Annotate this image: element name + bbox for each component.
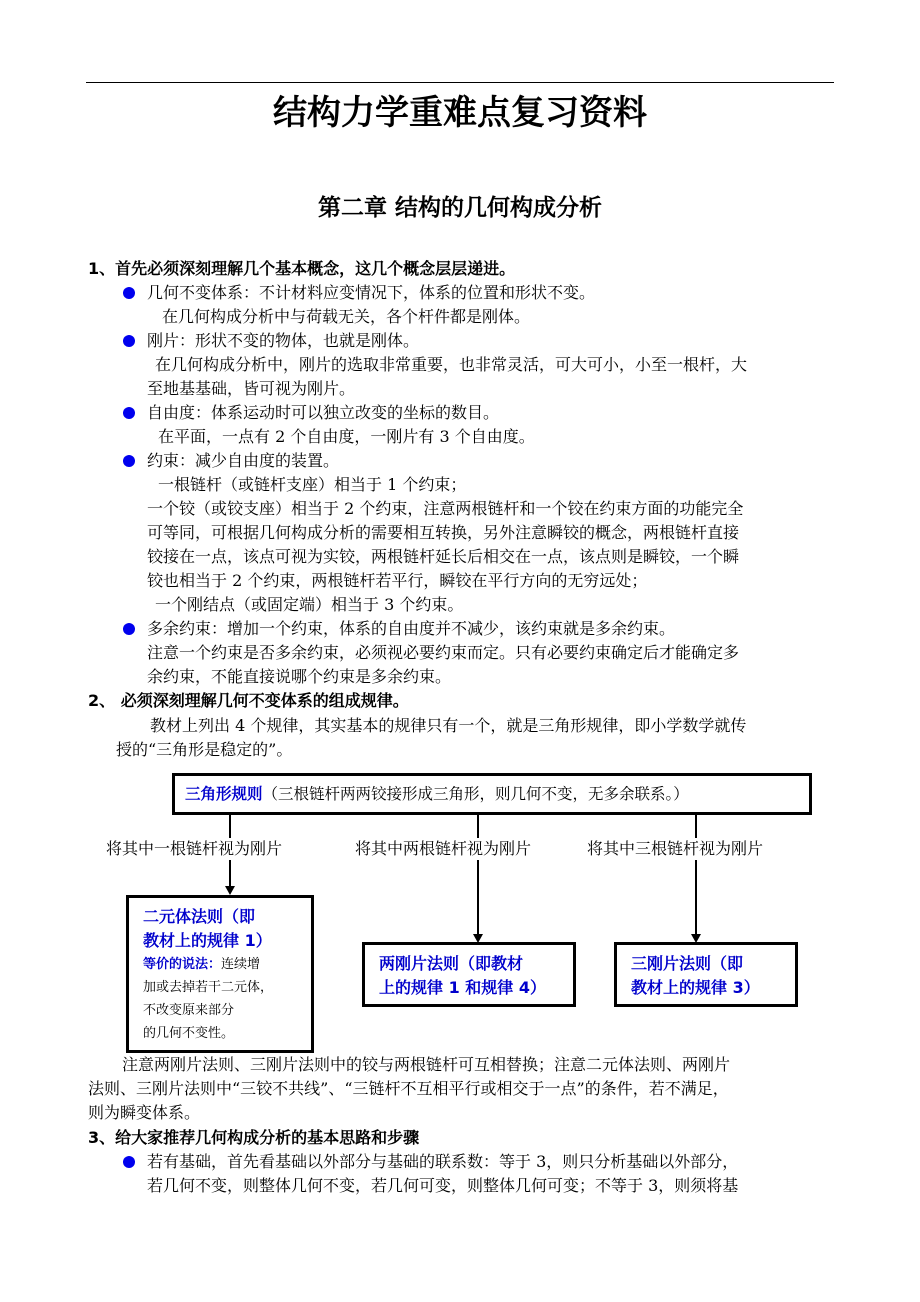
branch-label-two-links: 将其中两根链杆视为刚片 bbox=[355, 839, 532, 858]
concept-rigid-body-note: 在几何构成分析中，刚片的选取非常重要，也非常灵活，可大可小，小至一根杆，大 bbox=[155, 355, 748, 374]
concept-invariant-note: 在几何构成分析中与荷载无关，各个杆件都是刚体。 bbox=[162, 307, 531, 326]
binary-body-rule-title-cont: 教材上的规律 1） bbox=[143, 931, 272, 950]
bullet-icon bbox=[123, 623, 135, 635]
binary-body-rule-box bbox=[126, 895, 314, 1053]
equivalent-text: 连续增 bbox=[221, 957, 261, 972]
section2-paragraph: 教材上列出 4 个规律，其实基本的规律只有一个，就是三角形规律，即小学数学就传 bbox=[150, 716, 747, 735]
concept-invariant-system: 几何不变体系：不计材料应变情况下，体系的位置和形状不变。 bbox=[147, 283, 596, 302]
equivalent-text-cont3: 的几何不变性。 bbox=[143, 1026, 235, 1041]
concept-degrees-of-freedom: 自由度：体系运动时可以独立改变的坐标的数目。 bbox=[147, 403, 500, 422]
diagram-note-cont1: 法则、三刚片法则中“三铰不共线”、“三链杆不互相平行或相交于一点”的条件，若不满足， bbox=[88, 1079, 729, 1098]
binary-body-rule-title: 二元体法则（即 bbox=[143, 907, 256, 926]
bullet-icon bbox=[123, 287, 135, 299]
three-rigid-bodies-rule-title-cont: 教材上的规律 3） bbox=[631, 978, 760, 997]
concept-dof-note: 在平面，一点有 2 个自由度，一刚片有 3 个自由度。 bbox=[158, 427, 535, 446]
constraint-hinge-cont2: 铰接在一点，该点可视为实铰，两根链杆延长后相交在一点，该点则是瞬铰，一个瞬 bbox=[147, 547, 740, 566]
constraint-hinge-cont1: 可等同，可根据几何构成分析的需要相互转换，另外注意瞬铰的概念，两根链杆直接 bbox=[147, 523, 740, 542]
arrow-line bbox=[477, 815, 479, 935]
equivalent-label: 等价的说法： bbox=[143, 957, 222, 972]
triangle-rule-box bbox=[172, 773, 812, 815]
three-rigid-bodies-rule-box bbox=[614, 942, 798, 1007]
header-rule bbox=[86, 82, 834, 83]
chapter-heading: 第二章 结构的几何构成分析 bbox=[317, 195, 602, 221]
section3-heading: 3、给大家推荐几何构成分析的基本思路和步骤 bbox=[88, 1128, 420, 1147]
section1-heading: 1、首先必须深刻理解几个基本概念，这几个概念层层递进。 bbox=[88, 259, 516, 278]
bullet-icon bbox=[123, 455, 135, 467]
section2-heading: 2、 必须深刻理解几何不变体系的组成规律。 bbox=[88, 691, 409, 710]
constraint-hinge-cont3: 铰也相当于 2 个约束，两根链杆若平行，瞬铰在平行方向的无穷远处； bbox=[147, 571, 648, 590]
arrow-line bbox=[695, 815, 697, 935]
constraint-link: 一根链杆（或链杆支座）相当于 1 个约束； bbox=[158, 475, 467, 494]
analysis-step-1-cont: 若几何不变，则整体几何不变，若几何可变，则整体几何可变；不等于 3，则须将基 bbox=[147, 1176, 739, 1195]
constraint-hinge: 一个铰（或铰支座）相当于 2 个约束，注意两根链杆和一个铰在约束方面的功能完全 bbox=[147, 499, 744, 518]
two-rigid-bodies-rule-title: 两刚片法则（即教材 bbox=[379, 954, 524, 973]
bullet-icon bbox=[123, 335, 135, 347]
diagram-note: 注意两刚片法则、三刚片法则中的铰与两根链杆可互相替换；注意二元体法则、两刚片 bbox=[122, 1055, 731, 1074]
triangle-rule-desc: （三根链杆两两铰接形成三角形，则几何不变，无多余联系。） bbox=[262, 785, 689, 803]
redundant-note-cont: 余约束，不能直接说哪个约束是多余约束。 bbox=[147, 667, 452, 686]
section2-paragraph-cont: 授的“三角形是稳定的”。 bbox=[116, 740, 293, 759]
equivalent-text-cont1: 加或去掉若干二元体， bbox=[143, 980, 274, 995]
concept-constraint: 约束：减少自由度的装置。 bbox=[147, 451, 340, 470]
branch-label-three-links: 将其中三根链杆视为刚片 bbox=[587, 839, 764, 858]
three-rigid-bodies-rule-title: 三刚片法则（即 bbox=[631, 954, 744, 973]
concept-rigid-body-note-cont: 至地基基础，皆可视为刚片。 bbox=[147, 379, 356, 398]
bullet-icon bbox=[123, 407, 135, 419]
branch-label-one-link: 将其中一根链杆视为刚片 bbox=[106, 839, 283, 858]
two-rigid-bodies-rule-box bbox=[362, 942, 576, 1007]
diagram-note-cont2: 则为瞬变体系。 bbox=[88, 1103, 201, 1122]
concept-rigid-body: 刚片：形状不变的物体，也就是刚体。 bbox=[147, 331, 420, 350]
analysis-step-1: 若有基础，首先看基础以外部分与基础的联系数：等于 3，则只分析基础以外部分， bbox=[147, 1152, 739, 1171]
equivalent-text-cont2: 不改变原来部分 bbox=[143, 1003, 235, 1018]
redundant-note: 注意一个约束是否多余约束，必须视必要约束而定。只有必要约束确定后才能确定多 bbox=[147, 643, 740, 662]
constraint-rigid-joint: 一个刚结点（或固定端）相当于 3 个约束。 bbox=[155, 595, 464, 614]
document-title: 结构力学重难点复习资料 bbox=[273, 93, 647, 133]
bullet-icon bbox=[123, 1156, 135, 1168]
two-rigid-bodies-rule-title-cont: 上的规律 1 和规律 4） bbox=[379, 978, 546, 997]
concept-redundant-constraint: 多余约束：增加一个约束，体系的自由度并不减少，该约束就是多余约束。 bbox=[147, 619, 676, 638]
triangle-rule-title: 三角形规则 bbox=[185, 785, 263, 803]
arrow-down-icon bbox=[225, 886, 235, 895]
